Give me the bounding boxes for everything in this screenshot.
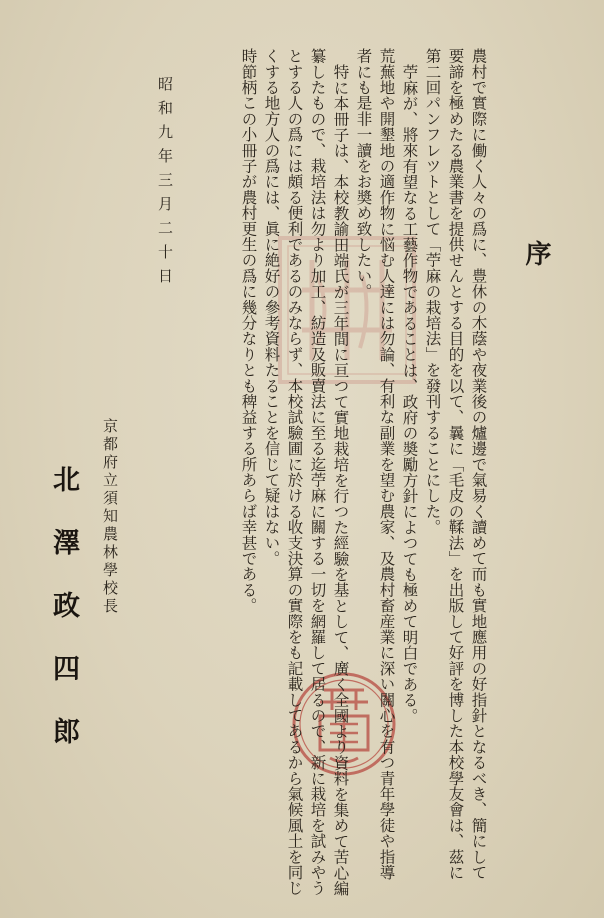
body-column-11: 時節柄この小冊子が農村更生の爲に幾分なりとも稗益する所あらば幸甚である。 [239, 48, 258, 614]
school-title: 京都府立須知農林學校長 [101, 418, 119, 616]
body-column-1: 農村で實際に働く人々の爲に、豊休の木蔭や夜業後の爐邊で氣易く讀めて而も實地應用の好指針となるべき、簡にして [469, 48, 488, 881]
preface-title: 序 [521, 240, 551, 266]
body-column-6: 者にも是非一讀をお奬め致したい。 [354, 48, 373, 300]
author-name: 北澤政四郎 [48, 465, 79, 780]
body-column-2: 要諦を極めたる農業書を提供せんとする目的を以て、曩に「毛皮の鞣法」を出版して好評を博した本校學友會は、茲に [446, 48, 465, 881]
body-column-9: とする人の爲には頗る便利であるのみならず、本校試驗圃に於ける收支決算の實際をも記載してあるから氣候風土を同じ [285, 48, 304, 896]
body-column-4: 苧麻が、將來有望なる工藝作物であることは、政府の奬勵方針によつても極めて明白である。 [400, 64, 419, 724]
body-column-3: 第二回パンフレツトとして「苧麻の栽培法」を發刊することにした。 [423, 48, 442, 535]
body-column-8: 纂したもので、栽培法は勿より加工、紡造及販賣法に至る迄苧麻に關する一切を網羅して居るので、新に栽培を試みやう [308, 48, 327, 896]
date-line: 昭和九年三月二十日 [156, 76, 174, 292]
body-column-10: くする地方人の爲には、眞に絶好の參考資料たることを信じて疑はない。 [262, 48, 281, 567]
body-column-5: 荒蕪地や開墾地の適作物に悩む人達には勿論、有利な副業を望む農家、及農村畜産業に深い關心を有つ青年學徒や指導 [377, 48, 396, 881]
body-column-7: 特に本冊子は、本校教諭田端氏が三年間に亘つて實地栽培を行つた經驗を基として、廣く全國より資料を集めて苦心編 [331, 64, 350, 897]
